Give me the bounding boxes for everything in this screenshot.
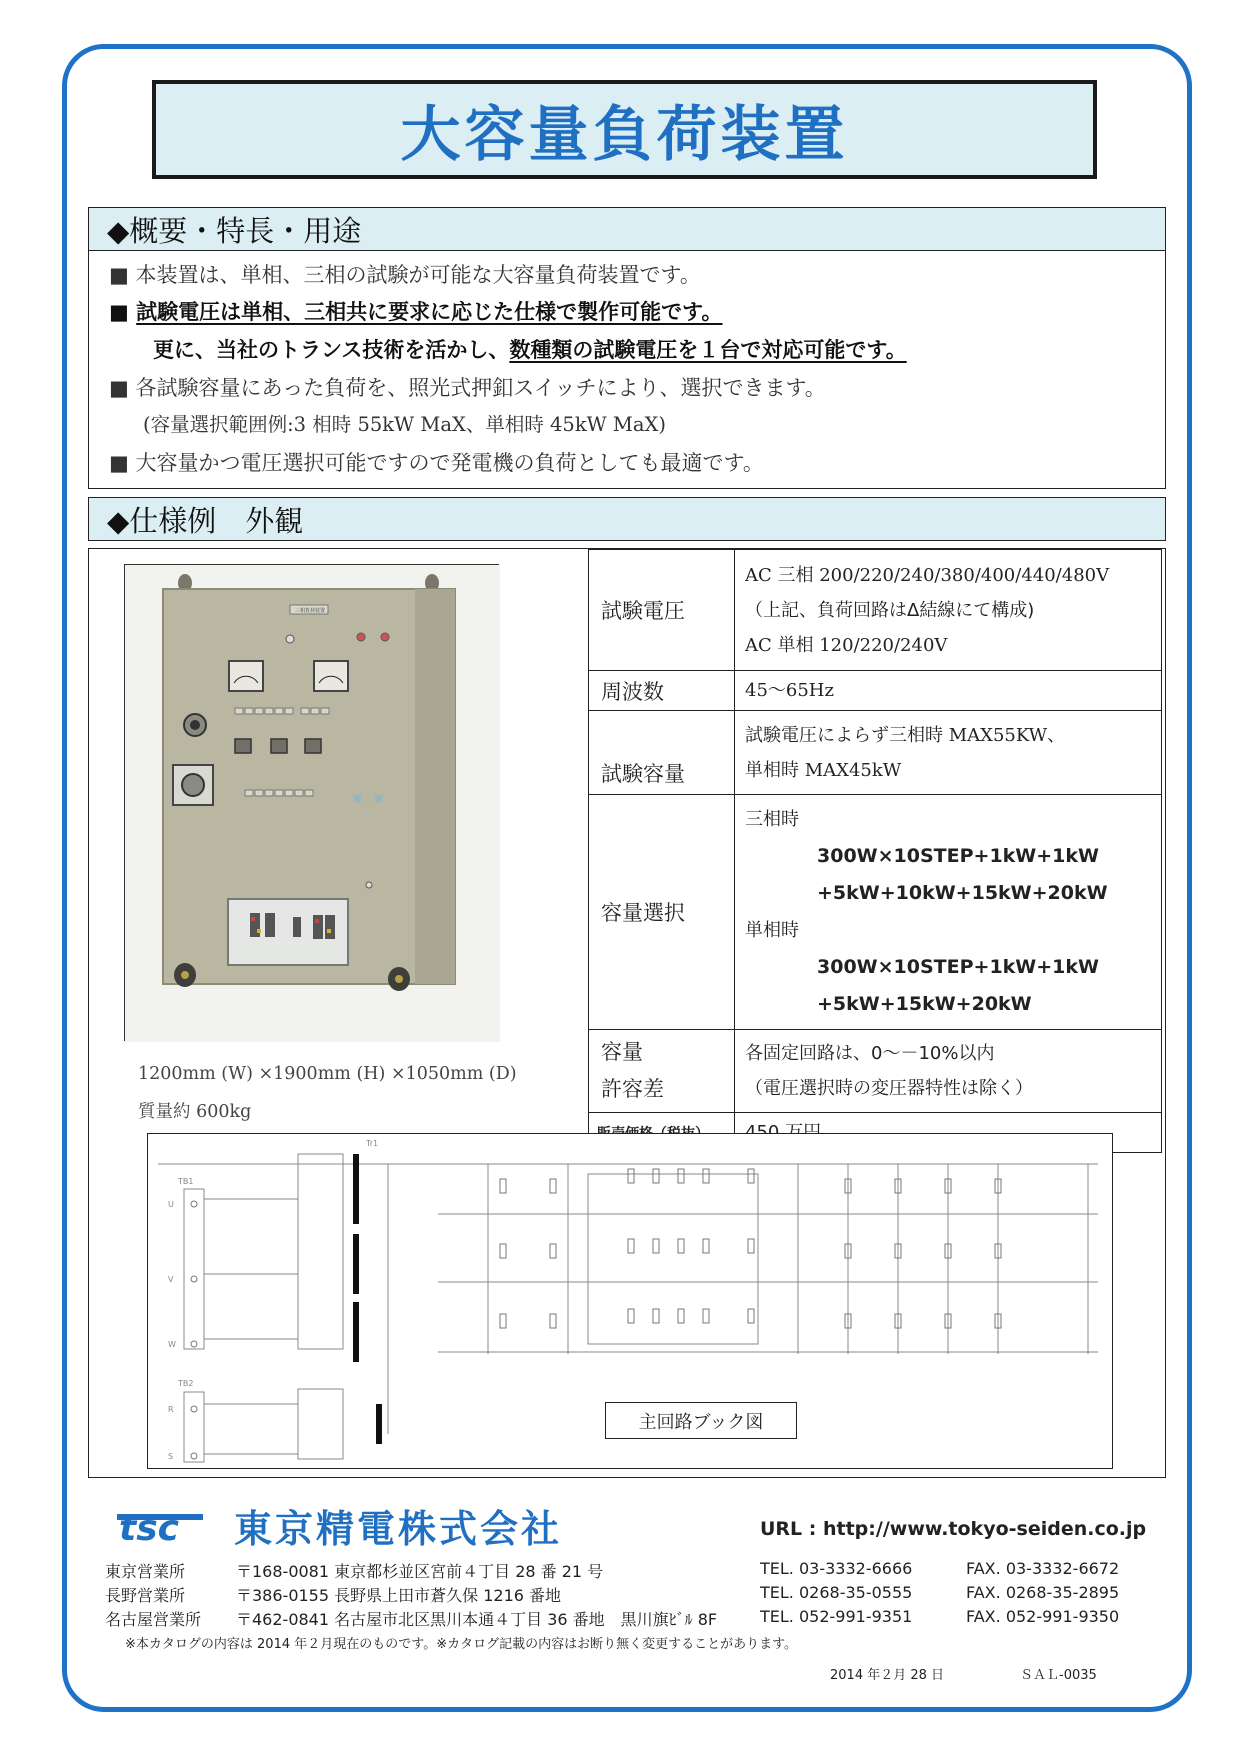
spec-row-voltage bbox=[589, 550, 1162, 671]
overview-line-4: ■ 各試験容量にあった負荷を、照光式押釦スイッチにより、選択できます。 bbox=[109, 376, 826, 400]
spec-value-selection bbox=[735, 795, 1162, 1030]
spec-value-frequency: 45～65Hz bbox=[735, 671, 1162, 711]
spec-label-voltage: 試験電圧 bbox=[589, 550, 735, 671]
company-url[interactable]: URL : http://www.tokyo-seiden.co.jp bbox=[760, 1518, 1147, 1540]
capacity-line-1: 試験電圧によらず三相時 MAX55KW、 bbox=[745, 724, 1066, 746]
office-address-1: 〒168-0081 東京都杉並区宮前４丁目 28 番 21 号 bbox=[236, 1562, 604, 1581]
company-name: 東京精電株式会社 bbox=[234, 1507, 563, 1551]
overview-line-6: ■ 大容量かつ電圧選択可能ですので発電機の負荷としても最適です。 bbox=[109, 451, 764, 475]
selection-1ph-heading: 単相時 bbox=[745, 920, 799, 941]
terminal-w: W bbox=[168, 1340, 176, 1349]
overview-line-3 bbox=[153, 334, 907, 364]
spec-row-capacity bbox=[589, 711, 1162, 795]
office-fax-3: FAX. 052-991-9350 bbox=[966, 1607, 1120, 1626]
spec-row-selection bbox=[589, 795, 1162, 1030]
tolerance-line-2: （電圧選択時の変圧器特性は除く） bbox=[745, 1078, 1033, 1099]
selection-1ph-line-2: +5kW+15kW+20kW bbox=[817, 993, 1032, 1015]
office-fax-2: FAX. 0268-35-2895 bbox=[966, 1583, 1120, 1602]
office-tel-3: TEL. 052-991-9351 bbox=[760, 1607, 913, 1626]
spec-label-selection: 容量選択 bbox=[589, 795, 735, 1030]
spec-row-tolerance bbox=[589, 1030, 1162, 1113]
spec-value-voltage bbox=[735, 550, 1162, 671]
tb1-label: TB1 bbox=[178, 1177, 194, 1186]
spec-label-frequency: 周波数 bbox=[589, 671, 735, 711]
office-address-3: 〒462-0841 名古屋市北区黒川本通４丁目 36 番地 黒川旗ﾋﾞﾙ 8F bbox=[236, 1610, 718, 1629]
terminal-s: S bbox=[168, 1452, 174, 1461]
diagram-caption: 主回路ブック図 bbox=[605, 1402, 797, 1439]
overview-heading: ◆概要・特長・用途 bbox=[88, 207, 1166, 251]
voltage-note: （上記、負荷回路はΔ結線にて構成) bbox=[745, 599, 1035, 621]
issue-date: 2014 年２月 28 日 bbox=[830, 1668, 945, 1683]
bullet: ■ bbox=[109, 300, 137, 324]
overview-line-3-underlined: 数種類の試験電圧を１台で対応可能です。 bbox=[509, 338, 907, 362]
selection-3ph-line-1: 300W×10STEP+1kW+1kW bbox=[817, 845, 1099, 867]
terminal-r: R bbox=[168, 1405, 174, 1414]
selection-3ph-heading: 三相時 bbox=[745, 809, 799, 830]
weight-caption: 質量約 600kg bbox=[138, 1102, 252, 1122]
selection-1ph-line-1: 300W×10STEP+1kW+1kW bbox=[817, 956, 1099, 978]
tr-label: Tr1 bbox=[366, 1139, 379, 1148]
terminal-v: V bbox=[168, 1275, 174, 1284]
overview-panel bbox=[88, 251, 1166, 489]
spec-label-capacity: 試験容量 bbox=[589, 711, 735, 795]
overview-line-2 bbox=[109, 296, 722, 326]
catalog-code: ＳＡＬ-0035 bbox=[1020, 1668, 1097, 1683]
office-fax-1: FAX. 03-3332-6672 bbox=[966, 1559, 1120, 1578]
equipment-photo bbox=[124, 564, 499, 1041]
selection-3ph-line-2: +5kW+10kW+15kW+20kW bbox=[817, 882, 1108, 904]
office-tel-1: TEL. 03-3332-6666 bbox=[760, 1559, 913, 1578]
voltage-1ph: AC 単相 120/220/240V bbox=[745, 634, 948, 656]
office-name-1: 東京営業所 bbox=[105, 1562, 186, 1581]
logo-text: tsc bbox=[119, 1508, 179, 1544]
spec-label-tolerance bbox=[589, 1030, 735, 1113]
spec-value-tolerance bbox=[735, 1030, 1162, 1113]
spec-heading: ◆仕様例 外観 bbox=[88, 497, 1166, 541]
cabinet-nameplate: 三相負荷装置 bbox=[295, 608, 326, 614]
catalog-note: ※本カタログの内容は 2014 年２月現在のものです。※カタログ記載の内容はお断り無く変更することがあります。 bbox=[125, 1637, 798, 1652]
overview-line-3-pre: 更に、当社のトランス技術を活かし、 bbox=[153, 338, 510, 362]
terminal-u: U bbox=[168, 1200, 174, 1209]
overview-line-1: ■ 本装置は、単相、三相の試験が可能な大容量負荷装置です。 bbox=[109, 263, 701, 287]
spec-table bbox=[588, 549, 1162, 1153]
load-bank-cabinet-image bbox=[125, 565, 500, 1042]
tsc-logo-icon bbox=[115, 1494, 205, 1544]
tolerance-label-2: 許容差 bbox=[601, 1077, 664, 1101]
office-tel-2: TEL. 0268-35-0555 bbox=[760, 1583, 913, 1602]
office-name-2: 長野営業所 bbox=[105, 1586, 186, 1605]
title-banner bbox=[152, 80, 1097, 179]
overview-line-5: (容量選択範囲例:3 相時 55kW MaX、単相時 45kW MaX) bbox=[143, 413, 666, 436]
company-logo bbox=[115, 1494, 205, 1548]
tolerance-label-1: 容量 bbox=[601, 1040, 643, 1064]
overview-line-2-text: 試験電圧は単相、三相共に要求に応じた仕様で製作可能です。 bbox=[136, 300, 723, 324]
spec-value-capacity bbox=[735, 711, 1162, 795]
office-name-3: 名古屋営業所 bbox=[105, 1610, 202, 1629]
office-address-2: 〒386-0155 長野県上田市蒼久保 1216 番地 bbox=[236, 1586, 562, 1605]
spec-row-frequency bbox=[589, 671, 1162, 711]
tolerance-line-1: 各固定回路は、0～－10%以内 bbox=[745, 1043, 995, 1064]
voltage-3ph: AC 三相 200/220/240/380/400/440/480V bbox=[745, 564, 1110, 586]
page-title: 大容量負荷装置 bbox=[400, 99, 849, 170]
dimensions-caption: 1200mm (W) ×1900mm (H) ×1050mm (D) bbox=[138, 1064, 517, 1084]
tb2-label: TB2 bbox=[178, 1379, 194, 1388]
capacity-line-2: 単相時 MAX45kW bbox=[745, 759, 902, 781]
